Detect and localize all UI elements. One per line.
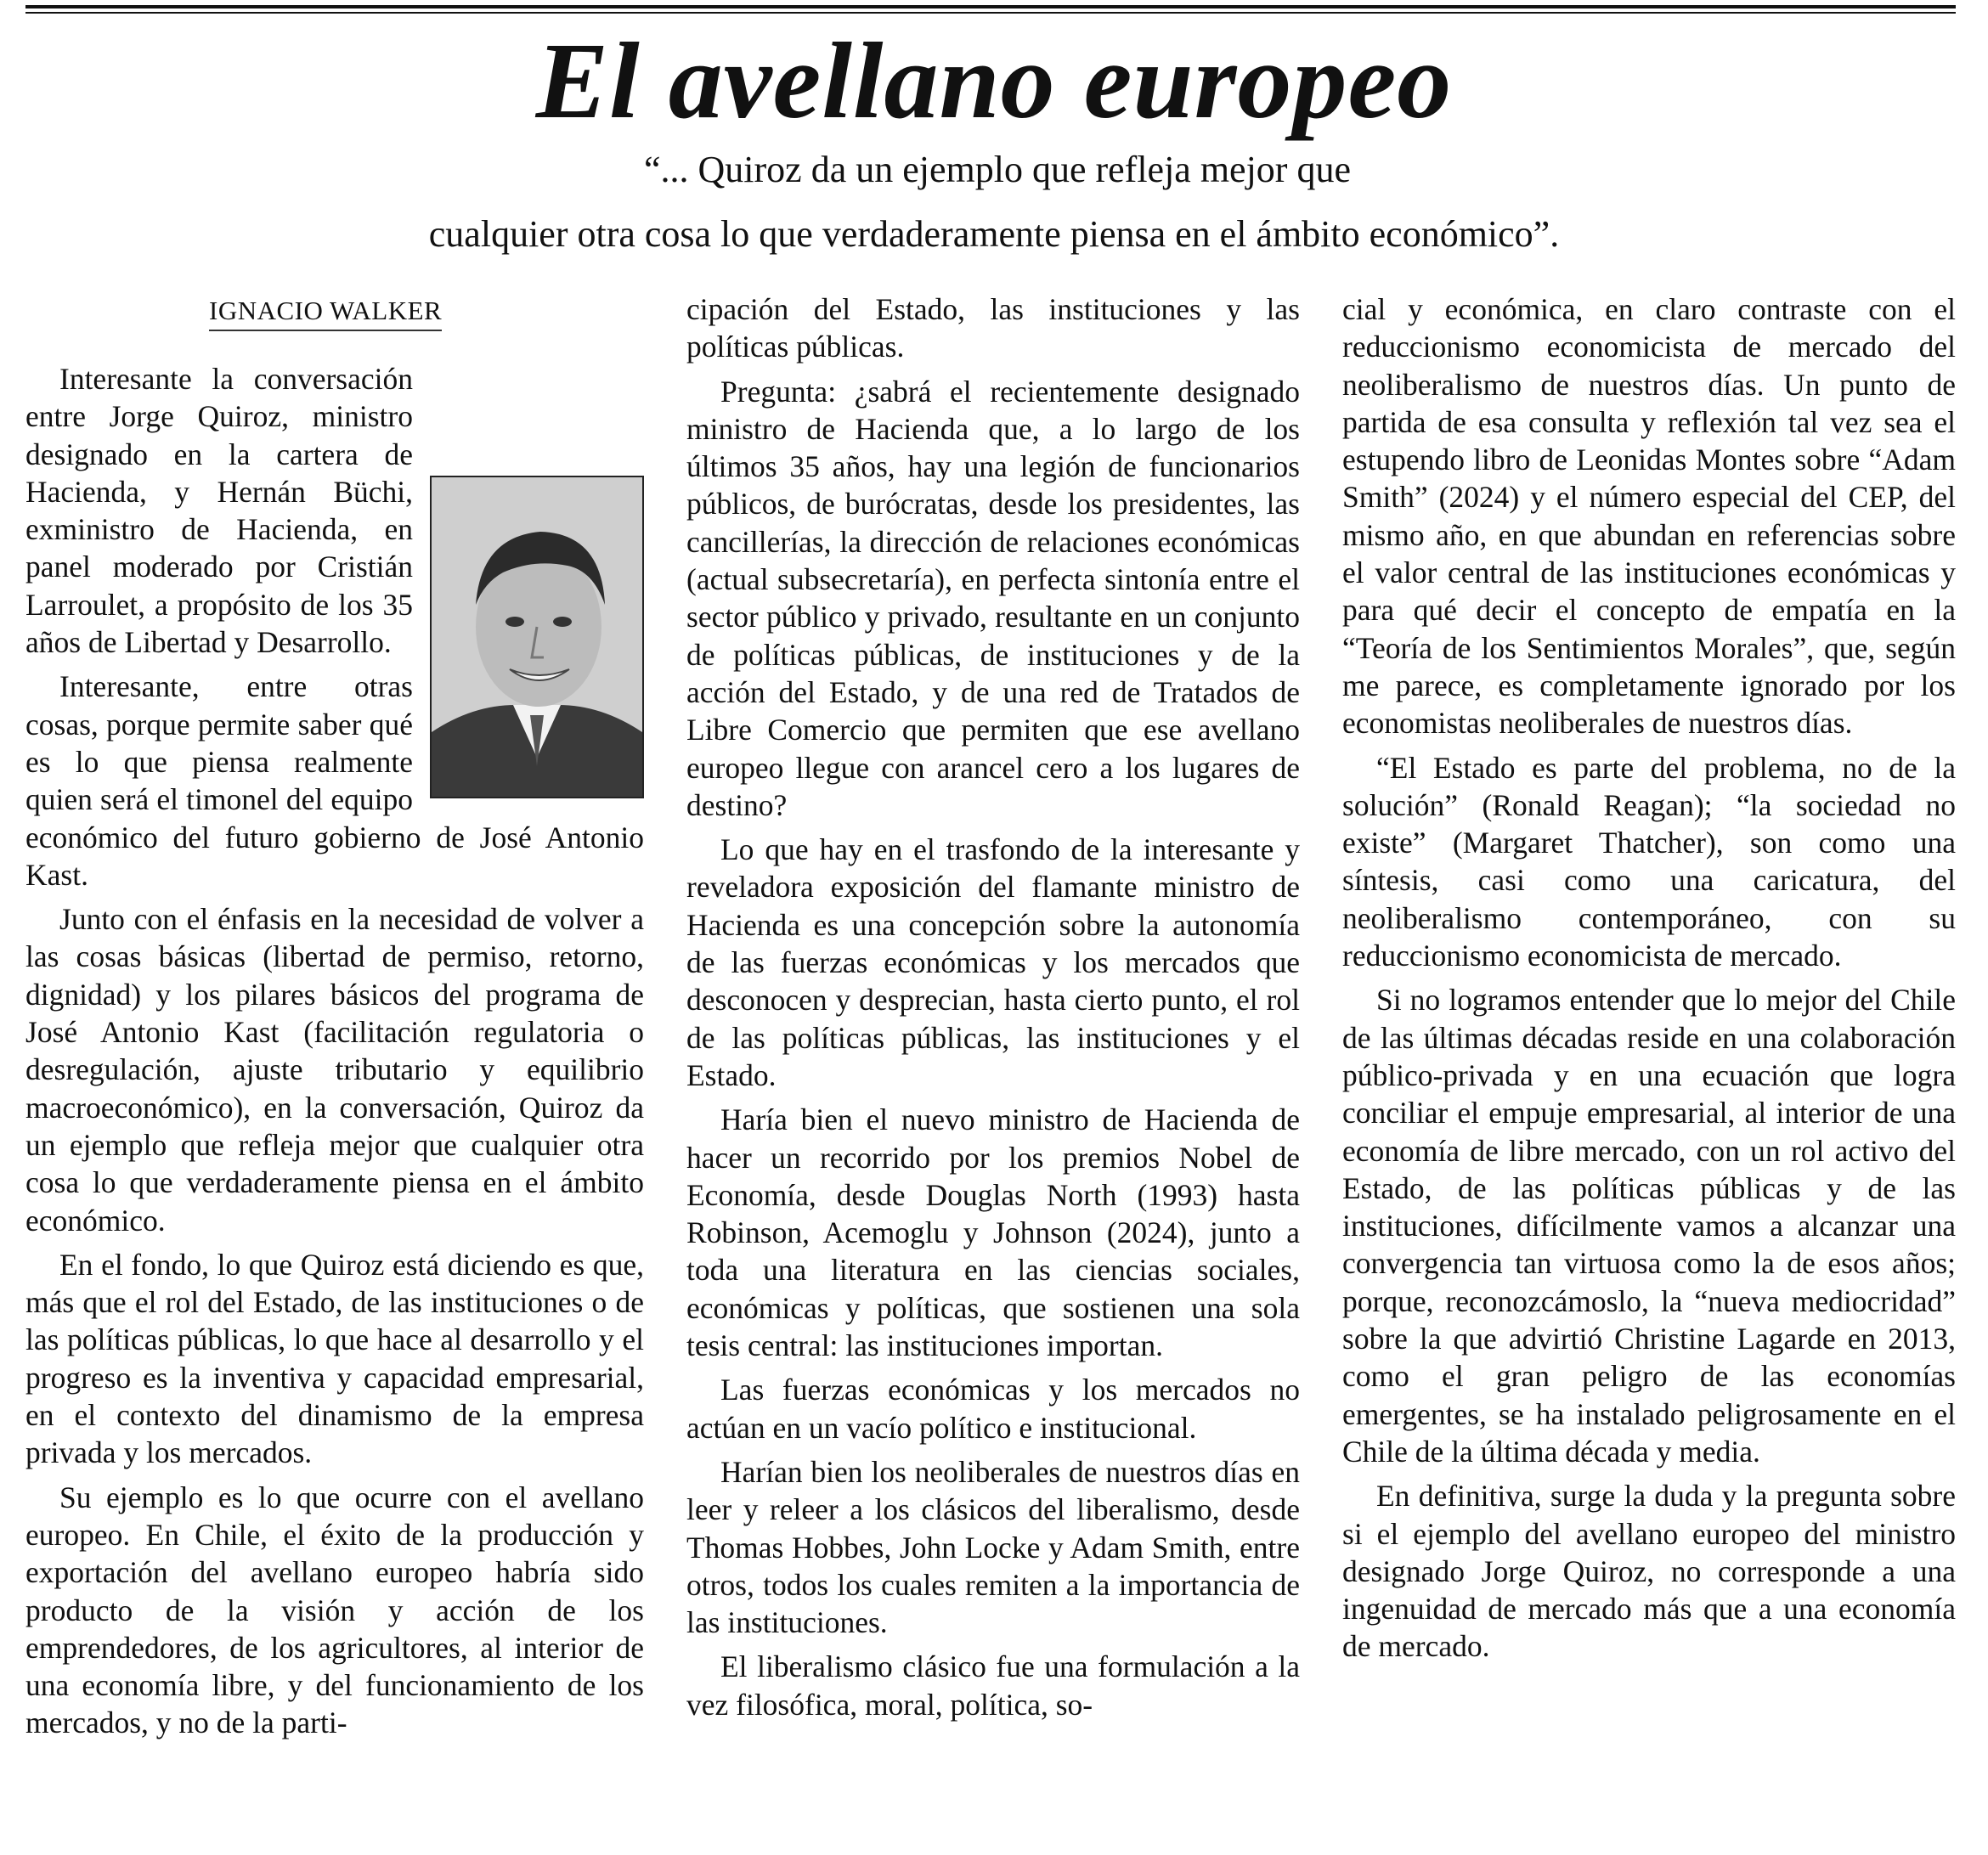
paragraph: El liberalismo clásico fue una formulación a la vez filosófica, moral, política, so-	[686, 1649, 1300, 1722]
paragraph: Lo que hay en el trasfondo de la interesante y reveladora exposición del flamante ministro de Hacienda es una concepción sobre la autonomía de las fuerzas económicas y los mercados que desconocen y desprecian, hasta cierto punto, el rol de las políticas públicas, las instituciones y el Estado.	[686, 832, 1300, 1092]
article-deck	[0, 138, 1988, 267]
paragraph: En definitiva, surge la duda y la pregunta sobre si el ejemplo del avellano europeo del ministro designado Jorge Quiroz, no corresponde a una ingenuidad de mercado más que a una economía de mercado.	[1342, 1479, 1956, 1664]
author-byline: IGNACIO WALKER	[209, 294, 442, 331]
column-1	[25, 290, 644, 1749]
paragraph: Si no logramos entender que lo mejor del Chile de las últimas décadas reside en una colaboración público-privada y en una ecuación que logra conciliar el empuje empresarial, al interior de una economía de libre mercado, con un rol activo del Estado, de las políticas públicas y de las instituciones, difícilmente vamos a alcanzar una convergencia tan virtuosa como la de esos años; porque, reconozcámoslo, la “nueva mediocridad” sobre la que advirtió Christine Lagarde en 2013, como el gran peligro de las economías emergentes, se ha instalado peligrosamente en el Chile de la última década y media.	[1342, 983, 1956, 1469]
column-3	[1342, 290, 1956, 1672]
paragraph: Haría bien el nuevo ministro de Hacienda de hacer un recorrido por los premios Nobel de Economía, desde Douglas North (1993) hasta Robinson, Acemoglu y Johnson (2024), junto a toda una literatura en las ciencias sociales, económicas y políticas, que sostienen una sola tesis central: las instituciones importan.	[686, 1102, 1300, 1363]
paragraph-continued: cial y económica, en claro contraste con el reduccionismo economicista de mercado del neoliberalismo de nuestros días. Un punto de partida de esa consulta y reflexión tal vez sea el estupendo libro de Leonidas Montes sobre “Adam Smith” (2024) y el número especial del CEP, del mismo año, en que abundan en referencias sobre el valor central de las instituciones económicas y para qué decir el concepto de empatía en la “Teoría de los Sentimientos Morales”, que, según me parece, es completamente ignorado por los economistas neoliberales de nuestros días.	[1342, 292, 1956, 741]
paragraph: Pregunta: ¿sabrá el recientemente designado ministro de Hacienda que, a lo largo de los últimos 35 años, hay una legión de funcionarios públicos, de burócratas, desde los presidentes, las cancillerías, la dirección de relaciones económicas (actual subsecretaría), en perfecta sintonía entre el sector público y privado, resultante en un conjunto de políticas públicas, de instituciones y de la acción del Estado, y de una red de Tratados de Libre Comercio que permiten que ese avellano europeo llegue con arancel cero a los lugares de destino?	[686, 374, 1300, 822]
paragraph: En el fondo, lo que Quiroz está diciendo es que, más que el rol del Estado, de las instituciones o de las políticas públicas, lo que hace al desarrollo y el progreso es la inventiva y capacidad empresarial, en el contexto del dinamismo de la empresa privada y los mercados.	[25, 1247, 644, 1470]
deck-line-2: cualquier otra cosa lo que verdaderamente piensa en el ámbito económico”.	[428, 213, 1560, 255]
paragraph: Harían bien los neoliberales de nuestros días en leer y releer a los clásicos del liberalismo, desde Thomas Hobbes, John Locke y Adam Smith, entre otros, todos los cuales remiten a la importancia de las instituciones.	[686, 1454, 1300, 1640]
paragraph: “El Estado es parte del problema, no de la solución” (Ronald Reagan); “la sociedad no existe” (Margaret Thatcher), son como una síntesis, casi como una caricatura, del neoliberalismo contemporáneo, con su reduccionismo economicista de mercado.	[1342, 750, 1956, 973]
author-photo	[430, 476, 644, 798]
paragraph: Junto con el énfasis en la necesidad de volver a las cosas básicas (libertad de permiso, retorno, dignidad) y los pilares básicos del programa de José Antonio Kast (facilitación regulatoria o desregulación, ajuste tributario y equilibrio macroeconómico), en la conversación, Quiroz da un ejemplo que refleja mejor que cualquier otra cosa lo que verdaderamente piensa en el ámbito económico.	[25, 902, 644, 1238]
paragraph-continued: cipación del Estado, las instituciones y las políticas públicas.	[686, 292, 1300, 364]
portrait-illustration	[432, 477, 642, 797]
top-rule	[25, 5, 1956, 8]
article-headline: El avellano europeo	[535, 20, 1453, 141]
top-rule-thin	[25, 12, 1956, 14]
column-2	[686, 290, 1300, 1730]
paragraph: Interesante la conversación entre Jorge Quiroz, ministro designado en la cartera de Hacienda, y Hernán Büchi, exministro de Hacienda, en panel moderado por Cristián Larroulet, a propósito de los 35 años de Libertad y Desarrollo.	[25, 360, 644, 661]
paragraph: Interesante, entre otras cosas, porque permite saber qué es lo que piensa realmente quien será el timonel del equipo económico del futuro gobierno de José Antonio Kast.	[25, 669, 644, 892]
deck-line-1: “... Quiroz da un ejemplo que refleja mejor que	[643, 149, 1351, 190]
paragraph: Su ejemplo es lo que ocurre con el avellano europeo. En Chile, el éxito de la producción y exportación del avellano europeo habría sido producto de la visión y acción de los emprendedores, de los agricultores, al interior de una economía libre, y del funcionamiento de los mercados, y no de la parti-	[25, 1480, 644, 1740]
paragraph: Las fuerzas económicas y los mercados no actúan en un vacío político e institucional.	[686, 1373, 1300, 1445]
